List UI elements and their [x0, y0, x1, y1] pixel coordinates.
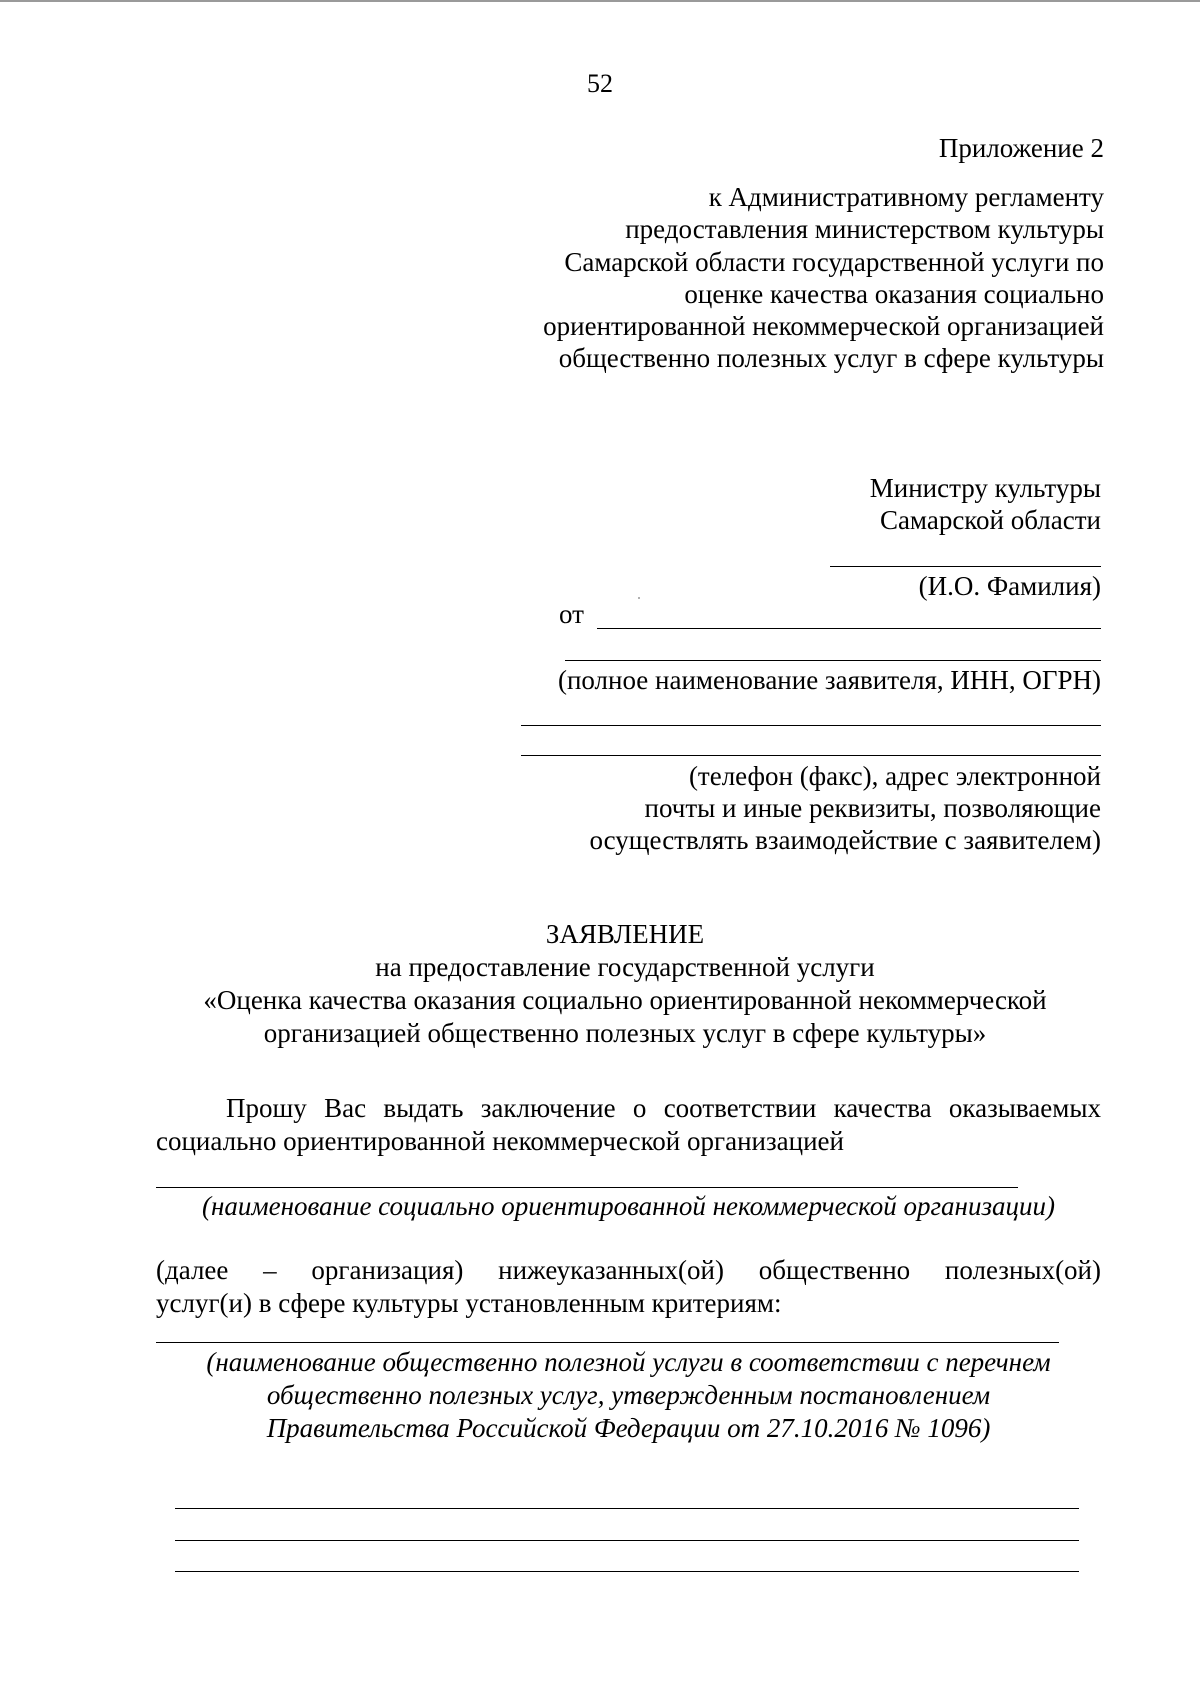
applicant-name-line	[597, 628, 1101, 629]
addressee-name-line	[830, 566, 1101, 567]
addressee-line: Самарской области	[879, 505, 1101, 535]
applicant-name-line-2	[565, 660, 1101, 661]
addressee-line: Министру культуры	[869, 473, 1101, 503]
continuation-text: услуг(и) в сфере культуры установленным критериям:	[156, 1288, 782, 1318]
service-caption: (наименование общественно полезной услуги в соответствии с перечнем	[206, 1347, 1051, 1377]
from-label: от	[559, 599, 584, 629]
statement-subtitle: на предоставление государственной услуги	[375, 952, 875, 982]
page-number: 52	[587, 69, 613, 98]
statement-subtitle: организацией общественно полезных услуг в сфере культуры»	[263, 1018, 987, 1048]
statement-subtitle: «Оценка качества оказания социально ориентированной некоммерческой	[203, 985, 1047, 1015]
appendix-title: Приложение 2	[938, 133, 1104, 163]
addressee-name-caption: (И.О. Фамилия)	[918, 571, 1101, 601]
appendix-line: общественно полезных услуг в сфере культуры	[558, 343, 1104, 373]
applicant-contacts-caption: почты и иные реквизиты, позволяющие	[644, 793, 1101, 823]
blank-line	[175, 1508, 1079, 1509]
page-top-border	[0, 0, 1200, 2]
applicant-contacts-caption: осуществлять взаимодействие с заявителем)	[589, 825, 1101, 855]
appendix-line: ориентированной некоммерческой организацией	[543, 311, 1104, 341]
applicant-name-caption: (полное наименование заявителя, ИНН, ОГРН)	[557, 665, 1101, 695]
appendix-line: к Административному регламенту	[708, 182, 1104, 212]
blank-line	[175, 1571, 1079, 1572]
appendix-line: оценке качества оказания социально	[684, 279, 1104, 309]
appendix-line: Самарской области государственной услуги по	[564, 247, 1104, 277]
appendix-line: предоставления министерством культуры	[625, 214, 1104, 244]
service-caption: общественно полезных услуг, утвержденным постановлением	[266, 1380, 991, 1410]
continuation-text: (далее – организация) нижеуказанных(ой) общественно полезных(ой)	[156, 1255, 1101, 1285]
blank-line	[175, 1540, 1079, 1541]
org-name-line	[156, 1187, 1018, 1188]
request-text: социально ориентированной некоммерческой организацией	[156, 1126, 844, 1156]
applicant-contacts-line	[521, 725, 1101, 726]
statement-title: ЗАЯВЛЕНИЕ	[545, 919, 705, 949]
service-caption: Правительства Российской Федерации от 27.10.2016 № 1096)	[266, 1413, 991, 1443]
scan-speck	[638, 597, 640, 599]
service-name-line	[156, 1342, 1059, 1343]
applicant-contacts-caption: (телефон (факс), адрес электронной	[688, 761, 1101, 791]
org-name-caption: (наименование социально ориентированной некоммерческой организации)	[202, 1191, 1055, 1221]
applicant-contacts-line-2	[521, 755, 1101, 756]
request-text: Прошу Вас выдать заключение о соответствии качества оказываемых	[226, 1093, 1101, 1123]
